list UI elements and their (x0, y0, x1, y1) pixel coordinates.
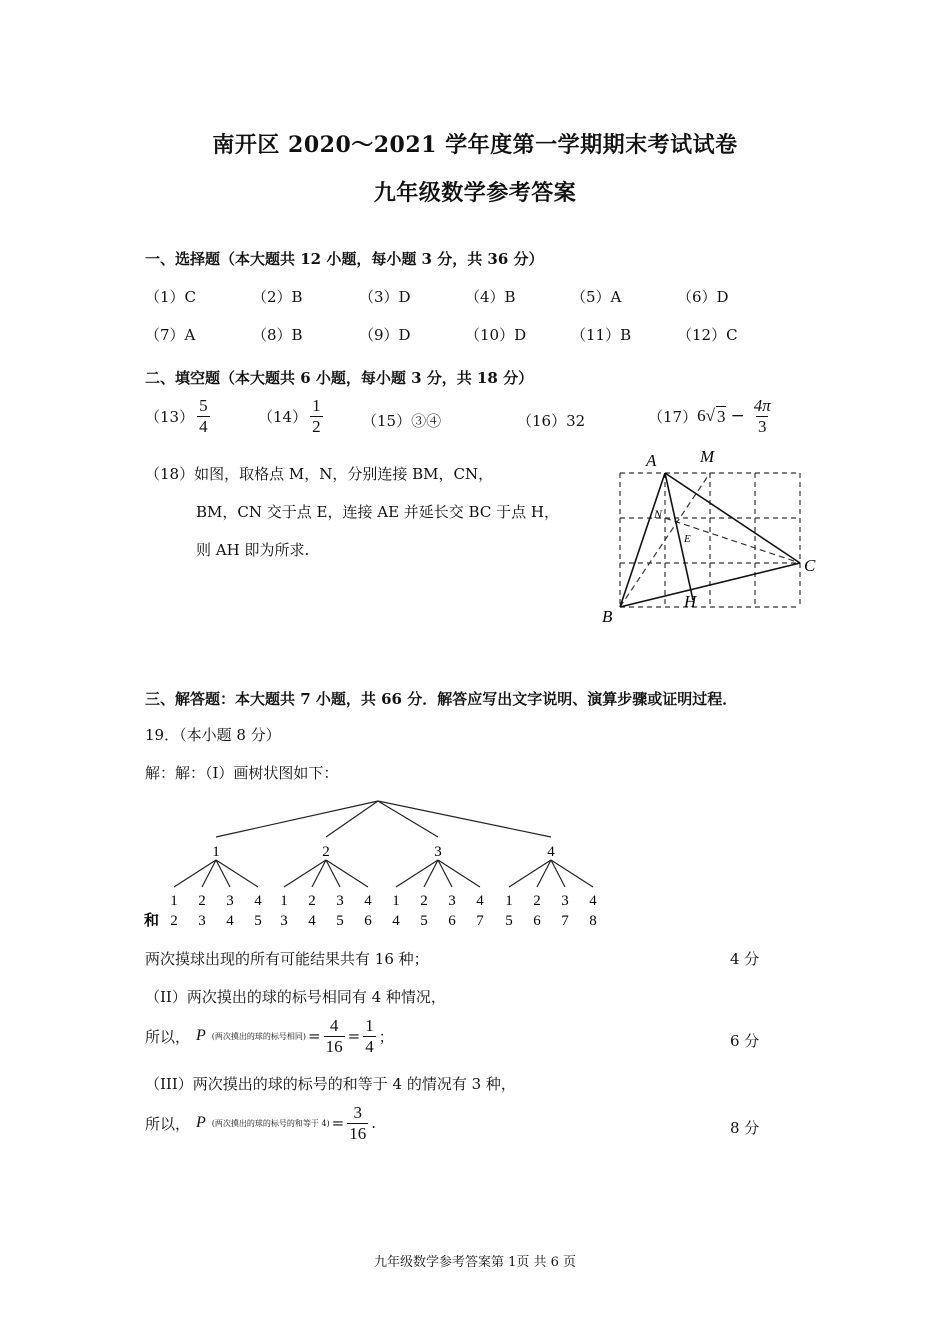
tree-level2-node: 2 (533, 893, 541, 909)
fraction-numerator: 4 (329, 1016, 339, 1035)
q19-part3: （III）两次摸出的球的标号的和等于 4 的情况有 3 种， (145, 1075, 516, 1093)
answer-5: （5）A (571, 288, 622, 306)
label-c: C (804, 556, 816, 575)
answer-16: （16）32 (517, 412, 586, 430)
fraction-denominator: 2 (312, 416, 321, 436)
label-a: A (646, 451, 657, 470)
tree-level1-node: 1 (212, 844, 220, 860)
tree-sum-value: 6 (364, 913, 372, 929)
q19-title: 19．（本小题 8 分） (145, 726, 281, 744)
fraction-numerator: 4π (753, 396, 771, 415)
tree-level2-node: 3 (336, 893, 344, 909)
tree-branch (326, 860, 368, 887)
tree-sum-value: 5 (336, 913, 344, 929)
answer-8: （8）B (252, 326, 303, 344)
tree-sum-value: 2 (170, 913, 178, 929)
answer-2: （2）B (252, 288, 303, 306)
answer-18-line1: （18）如图，取格点 M，N，分别连接 BM，CN， (145, 465, 494, 483)
q19-total-line: 两次摸球出现的所有可能结果共有 16 种； (145, 950, 429, 968)
answer-7: （7）A (145, 326, 196, 344)
prob1-end: ； (378, 1027, 394, 1046)
sqrt-sign-icon: √ (705, 406, 715, 426)
section3-heading: 三、解答题：本大题共 7 小题，共 66 分．解答应写出文字说明、演算步骤或证明过程． (145, 690, 738, 708)
label-m: M (700, 447, 715, 466)
answer-12: （12）C (677, 326, 738, 344)
q19-intro: 解：解：（I）画树状图如下： (145, 764, 339, 782)
answer-13-fraction (197, 396, 210, 436)
tree-level2-node: 1 (280, 893, 288, 909)
prob2-fraction (347, 1103, 368, 1143)
fraction-denominator: 4 (199, 416, 208, 436)
prob2-subscript: (两次摸出的球的标号的和等于 4) (211, 1118, 330, 1128)
score-8: 8 分 (730, 1119, 760, 1137)
label-b: B (602, 607, 613, 626)
section1-heading: 一、选择题（本大题共 12 小题，每小题 3 分，共 36 分） (145, 250, 544, 268)
tree-sum-value: 5 (254, 913, 262, 929)
tree-sum-label: 和 (144, 913, 160, 929)
prob1-fraction-a (324, 1016, 345, 1056)
answer-10: （10）D (465, 326, 527, 344)
prob1-eq2: = (347, 1027, 361, 1046)
tree-branch (284, 860, 326, 887)
fraction-denominator: 3 (757, 416, 767, 436)
tree-level2-node: 1 (170, 893, 178, 909)
prob1-subscript: (两次摸出的球的标号相同) (211, 1031, 307, 1041)
fraction-numerator: 1 (365, 1016, 374, 1035)
answer-17-fraction (752, 396, 773, 436)
tree-sum-value: 4 (226, 913, 234, 929)
answer-11: （11）B (571, 326, 632, 344)
tree-level2-node: 1 (505, 893, 513, 909)
label-e: E (684, 533, 691, 545)
tree-level2-node: 4 (364, 893, 372, 909)
tree-level2-node: 3 (448, 893, 456, 909)
answer-1: （1）C (145, 288, 197, 306)
tree-level2-node: 4 (254, 893, 262, 909)
tree-level1-node: 2 (322, 844, 330, 860)
tree-level2-node: 2 (420, 893, 428, 909)
prob1-eq: = (308, 1027, 321, 1046)
fraction-numerator: 1 (312, 396, 321, 415)
fraction-numerator: 3 (353, 1103, 362, 1122)
tree-branch (378, 801, 551, 837)
tree-branch (438, 860, 480, 887)
tree-sum-value: 3 (198, 913, 206, 929)
tree-level2-node: 2 (198, 893, 206, 909)
tree-branch (509, 860, 551, 887)
fraction-denominator: 4 (365, 1036, 374, 1056)
answer-17-minus: − (730, 406, 745, 427)
answer-17 (648, 396, 776, 436)
prob1-p: P (196, 1027, 206, 1045)
fraction-denominator: 16 (325, 1036, 343, 1056)
prob2-p: P (196, 1114, 206, 1132)
tree-sum-value: 5 (505, 913, 513, 929)
q19-part2: （II）两次摸出的球的标号相同有 4 种情况， (145, 988, 446, 1006)
label-h: H (684, 592, 697, 611)
answer-14-label: （14） (258, 407, 308, 426)
tree-sum-value: 6 (448, 913, 456, 929)
tree-branch (174, 860, 216, 887)
tree-level2-node: 3 (561, 893, 569, 909)
grid-lines (620, 473, 800, 607)
section2-heading: 二、填空题（本大题共 6 小题，每小题 3 分，共 18 分） (145, 369, 534, 387)
label-n: N (654, 507, 663, 521)
answer-9: （9）D (359, 326, 411, 344)
answer-14-fraction (310, 396, 323, 436)
answer-18-line2: BM，CN 交于点 E，连接 AE 并延长交 BC 于点 H， (196, 503, 559, 521)
tree-sum-value: 7 (476, 913, 484, 929)
tree-sum-value: 5 (420, 913, 428, 929)
fraction-numerator: 5 (199, 396, 208, 415)
tree-diagram (140, 795, 620, 935)
tree-level2-node: 4 (589, 893, 597, 909)
answer-3: （3）D (359, 288, 411, 306)
score-4: 4 分 (730, 950, 760, 968)
answer-15: （15）③④ (362, 412, 442, 430)
answer-18-line3: 则 AH 即为所求. (196, 541, 310, 559)
tree-sum-value: 4 (308, 913, 316, 929)
answer-13-label: （13） (145, 407, 195, 426)
tree-branch (216, 801, 378, 837)
tree-level2-node: 3 (226, 893, 234, 909)
prob2-end: . (371, 1114, 377, 1133)
answer-17-radicand: 3 (716, 406, 726, 426)
answer-14 (258, 396, 326, 436)
prob2-prefix: 所以， (145, 1114, 191, 1133)
answer-13 (145, 396, 213, 436)
tree-branch (551, 860, 593, 887)
tree-level1-node: 3 (434, 844, 442, 860)
fraction-denominator: 16 (349, 1123, 367, 1143)
tree-level2-node: 4 (476, 893, 484, 909)
tree-level2-node: 2 (308, 893, 316, 909)
prob2-eq: = (331, 1114, 345, 1133)
tree-level2-node: 1 (392, 893, 400, 909)
tree-sum-value: 3 (280, 913, 288, 929)
tree-sum-value: 8 (589, 913, 597, 929)
tree-branch (216, 860, 258, 887)
answer-4: （4）B (465, 288, 516, 306)
prob1-fraction-b (363, 1016, 376, 1056)
prob1-prefix: 所以， (145, 1027, 191, 1046)
answer-6: （6）D (677, 288, 729, 306)
q19-probability-1 (145, 1016, 394, 1056)
page-subtitle: 九年级数学参考答案 (373, 180, 577, 206)
answer-17-coef: 6 (697, 406, 706, 426)
tree-branch (396, 860, 438, 887)
tree-branch (378, 801, 438, 837)
answer-17-label: （17） (648, 407, 698, 426)
tree-sum-value: 7 (561, 913, 569, 929)
score-6: 6 分 (730, 1032, 760, 1050)
page-title: 南开区 2020～2021 学年度第一学期期末考试试卷 (212, 132, 738, 158)
tree-sum-value: 4 (392, 913, 400, 929)
geometry-figure (590, 440, 830, 630)
q19-probability-2 (145, 1103, 376, 1143)
tree-sum-value: 6 (533, 913, 541, 929)
tree-level1-node: 4 (547, 844, 555, 860)
page-footer: 九年级数学参考答案第 1页 共 6 页 (373, 1255, 577, 1270)
